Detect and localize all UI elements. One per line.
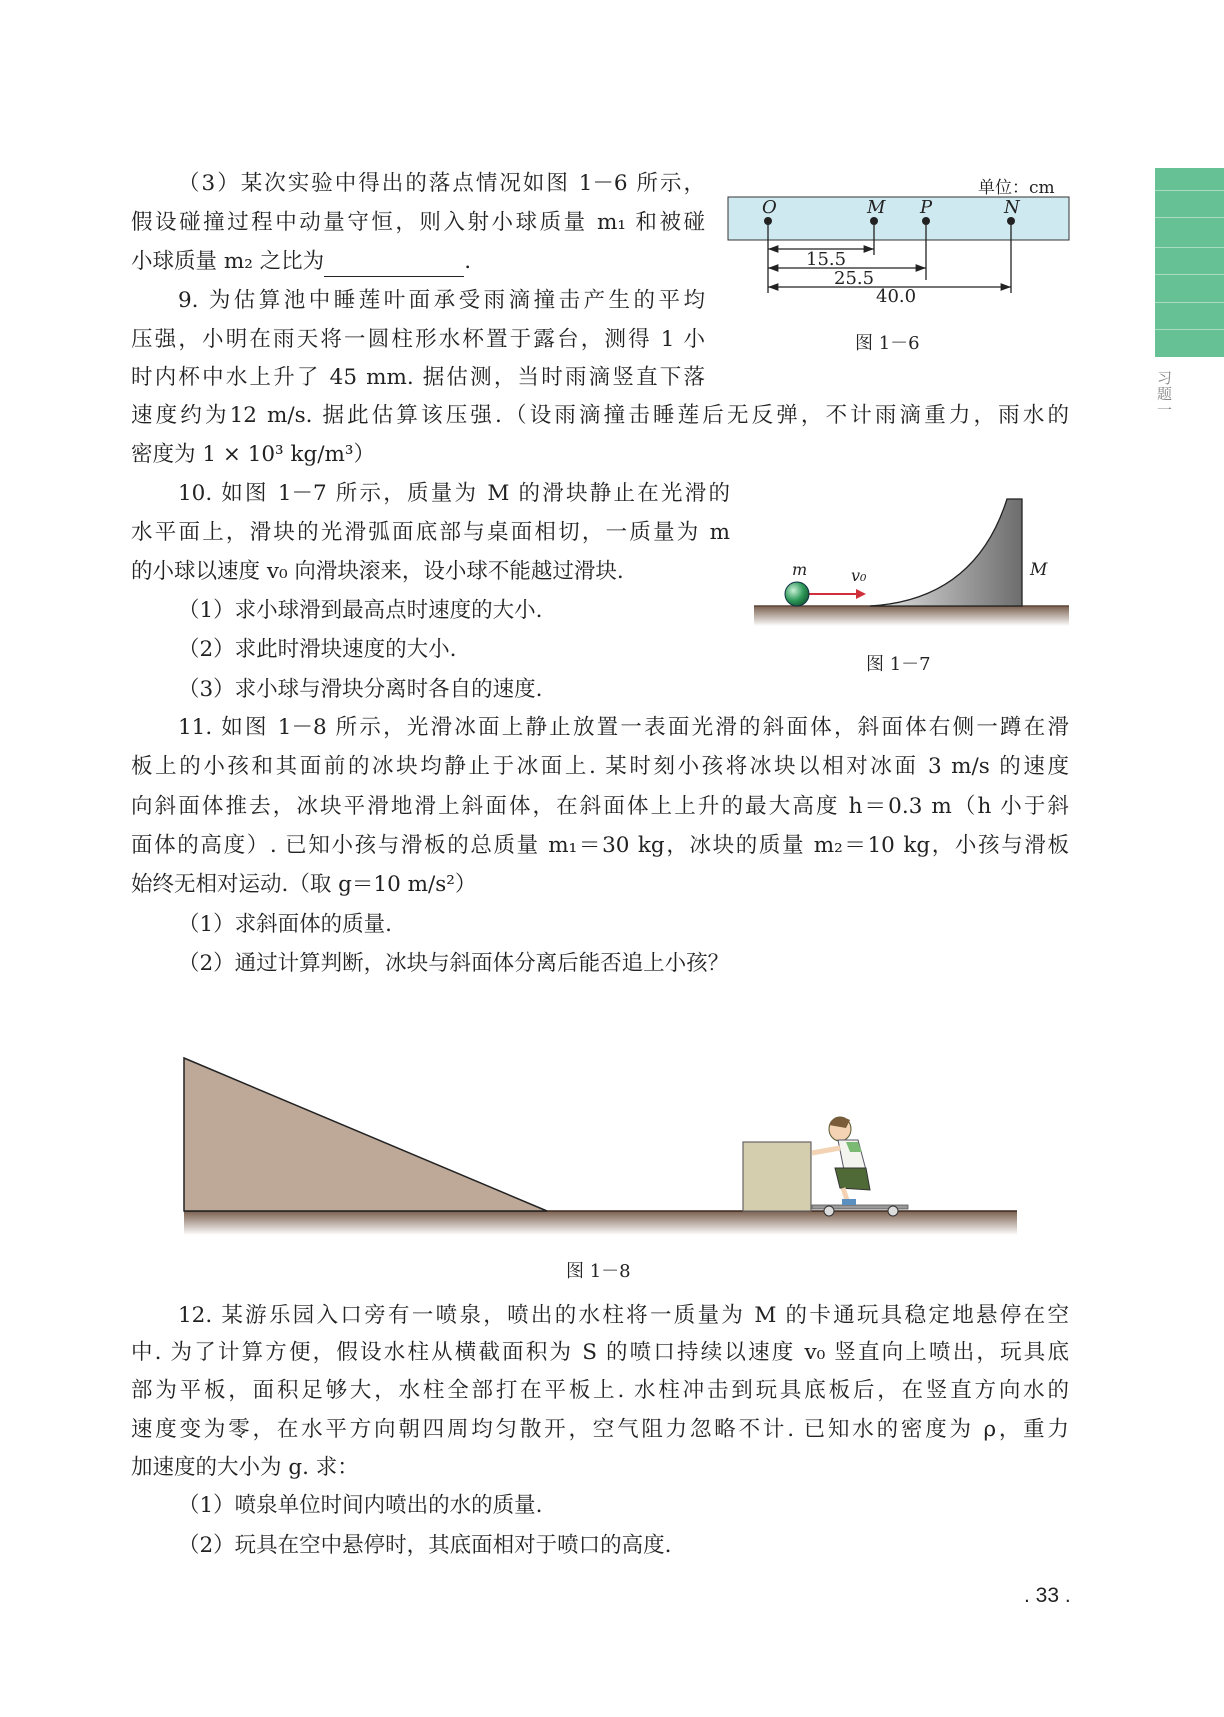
q11-sub2: （2）通过计算判断，冰块与斜面体分离后能否追上小孩？	[178, 951, 730, 976]
q11-line5: 始终无相对运动.（取 g＝10 m/s²）	[131, 872, 477, 897]
q9-line1: 9. 为估算池中睡莲叶面承受雨滴撞击产生的平均	[178, 288, 705, 313]
q9-line5: 密度为 1 × 10³ kg/m³）	[131, 442, 376, 467]
side-tab-label: 习题一	[1155, 370, 1173, 418]
q10-sub3: （3）求小球与滑块分离时各自的速度.	[178, 677, 543, 702]
q12-line1: 12. 某游乐园入口旁有一喷泉，喷出的水柱将一质量为 M 的卡通玩具稳定地悬停在空	[178, 1303, 1069, 1328]
curved-slider-block	[870, 499, 1022, 606]
q10-line2: 水平面上，滑块的光滑弧面底部与桌面相切，一质量为 m	[131, 520, 730, 545]
point-n	[1007, 217, 1015, 225]
distance-on: 40.0	[876, 286, 917, 307]
q10-line1: 10. 如图 1－7 所示，质量为 M 的滑块静止在光滑的	[178, 481, 730, 506]
child-on-skateboard	[812, 1117, 908, 1216]
fig16-unit: 单位：cm	[978, 178, 1055, 198]
ice-block	[743, 1142, 811, 1211]
incline	[184, 1058, 547, 1211]
q12-sub2: （2）玩具在空中悬停时，其底面相对于喷口的高度.	[178, 1533, 672, 1558]
q8-3-line1: （3）某次实验中得出的落点情况如图 1－6 所示，	[178, 171, 705, 196]
page-number: . 33 .	[1024, 1584, 1071, 1607]
fig16-caption: 图 1－6	[855, 333, 920, 354]
q11-line4: 面体的高度）. 已知小孩与滑板的总质量 m₁＝30 kg，冰块的质量 m₂＝10 kg，小孩与滑板	[131, 833, 1069, 858]
q9-line2: 压强，小明在雨天将一圆柱形水杯置于露台，测得 1 小	[131, 327, 705, 352]
q8-3-text: 小球质量 m₂ 之比为	[131, 249, 325, 274]
q9-line4: 速度约为12 m/s. 据此估算该压强.（设雨滴撞击睡莲后无反弹，不计雨滴重力，雨水的	[131, 403, 1069, 428]
q11-line1: 11. 如图 1－8 所示，光滑冰面上静止放置一表面光滑的斜面体，斜面体右侧一蹲在滑	[178, 715, 1069, 740]
q11-sub1: （1）求斜面体的质量.	[178, 912, 393, 937]
label-m: M	[867, 197, 886, 218]
q12-line5: 加速度的大小为 g. 求：	[131, 1455, 359, 1480]
q12-sub1: （1）喷泉单位时间内喷出的水的质量.	[178, 1493, 543, 1518]
block-mass-label: M	[1030, 560, 1048, 580]
q8-3-line2: 假设碰撞过程中动量守恒，则入射小球质量 m₁ 和被碰	[131, 210, 705, 235]
label-o: O	[762, 197, 777, 218]
fig17-caption: 图 1－7	[866, 654, 931, 675]
label-p: P	[920, 197, 933, 218]
velocity-label: v₀	[851, 566, 867, 585]
ball	[785, 582, 809, 606]
distance-op: 25.5	[834, 268, 875, 289]
q12-line2: 中. 为了计算方便，假设水柱从横截面积为 S 的喷口持续以速度 v₀ 竖直向上喷出，玩具底	[131, 1340, 1069, 1365]
velocity-arrow	[856, 589, 866, 599]
q12-line4: 速度变为零，在水平方向朝四周均匀散开，空气阻力忽略不计. 已知水的密度为 ρ，重力	[131, 1417, 1069, 1442]
period: .	[464, 249, 472, 274]
label-n: N	[1004, 197, 1020, 218]
q12-line3: 部为平板，面积足够大，水柱全部打在平板上. 水柱冲击到玩具底板后，在竖直方向水的	[131, 1378, 1069, 1403]
q10-sub1: （1）求小球滑到最高点时速度的大小.	[178, 598, 543, 623]
point-o	[764, 217, 772, 225]
fig18-caption: 图 1－8	[566, 1261, 631, 1282]
point-m	[870, 217, 878, 225]
ball-mass-label: m	[792, 560, 808, 579]
q11-line2: 板上的小孩和其面前的冰块均静止于冰面上. 某时刻小孩将冰块以相对冰面 3 m/s 的速度	[131, 754, 1069, 779]
distance-om: 15.5	[806, 249, 847, 270]
point-p	[922, 217, 930, 225]
fig17-ground	[754, 606, 1069, 626]
q9-line3: 时内杯中水上升了 45 mm. 据估测，当时雨滴竖直下落	[131, 365, 705, 390]
q11-line3: 向斜面体推去，冰块平滑地滑上斜面体，在斜面体上上升的最大高度 h＝0.3 m（h 小于斜	[131, 794, 1069, 819]
q10-sub2: （2）求此时滑块速度的大小.	[178, 637, 457, 662]
q10-line3: 的小球以速度 v₀ 向滑块滚来，设小球不能越过滑块.	[131, 559, 624, 584]
